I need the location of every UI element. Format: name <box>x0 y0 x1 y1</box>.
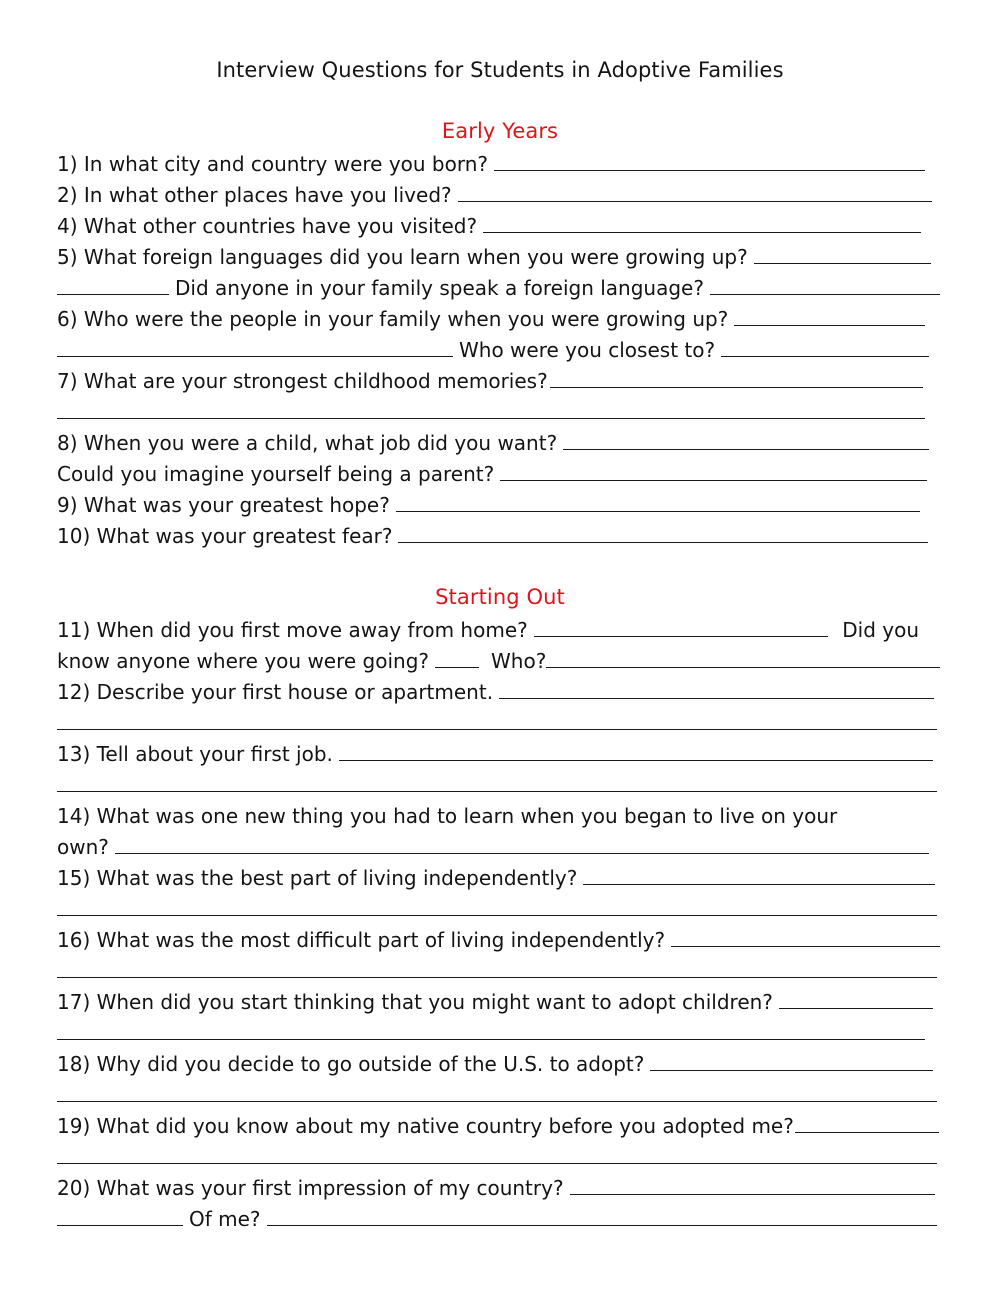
answer-blank[interactable] <box>435 667 479 668</box>
question-1 <box>57 146 925 177</box>
question-4 <box>57 208 921 239</box>
question-10 <box>57 518 928 549</box>
question-text: Who? <box>491 649 547 673</box>
question-14 <box>57 798 937 829</box>
page-title: Interview Questions for Students in Adoptive Families <box>216 58 784 82</box>
answer-blank[interactable] <box>570 1194 935 1195</box>
answer-blank[interactable] <box>458 201 932 202</box>
question-text: 7) What are your strongest childhood memories? <box>57 369 548 393</box>
answer-blank[interactable] <box>779 1008 933 1009</box>
question-17 <box>57 984 933 1015</box>
question-text: own? <box>57 835 109 859</box>
answer-blank[interactable] <box>57 1039 925 1040</box>
question-text: 19) What did you know about my native country before you adopted me? <box>57 1114 794 1138</box>
question-text: 14) What was one new thing you had to learn when you began to live on your <box>57 804 838 828</box>
question-6-continued <box>57 332 929 363</box>
question-7-answer-line <box>57 394 925 425</box>
question-15 <box>57 860 935 891</box>
question-8-continued <box>57 456 927 487</box>
question-text: 1) In what city and country were you born? <box>57 152 489 176</box>
question-13-answer-line <box>57 767 937 798</box>
answer-blank[interactable] <box>115 853 929 854</box>
answer-blank[interactable] <box>57 294 169 295</box>
question-text: Did you <box>842 618 919 642</box>
answer-blank[interactable] <box>57 729 937 730</box>
answer-blank[interactable] <box>57 915 937 916</box>
question-16-answer-line <box>57 953 937 984</box>
question-19-answer-line <box>57 1139 937 1170</box>
question-19 <box>57 1108 939 1139</box>
question-text: 16) What was the most difficult part of living independently? <box>57 928 666 952</box>
question-text: Could you imagine yourself being a parent? <box>57 462 495 486</box>
answer-blank[interactable] <box>57 1163 937 1164</box>
answer-blank[interactable] <box>734 325 925 326</box>
answer-blank[interactable] <box>499 698 934 699</box>
question-7 <box>57 363 923 394</box>
answer-blank[interactable] <box>57 1101 937 1102</box>
question-18-answer-line <box>57 1077 937 1108</box>
section-heading-early-years: Early Years <box>441 119 559 143</box>
question-8 <box>57 425 929 456</box>
question-text: 4) What other countries have you visited? <box>57 214 478 238</box>
answer-blank[interactable] <box>754 263 931 264</box>
answer-blank[interactable] <box>671 946 940 947</box>
question-11 <box>57 612 919 643</box>
question-12 <box>57 674 934 705</box>
question-5 <box>57 239 931 270</box>
answer-blank[interactable] <box>57 791 937 792</box>
question-5-continued <box>57 270 940 301</box>
answer-blank[interactable] <box>57 356 453 357</box>
question-17-answer-line <box>57 1015 925 1046</box>
question-20 <box>57 1170 935 1201</box>
question-text: 17) When did you start thinking that you might want to adopt children? <box>57 990 773 1014</box>
answer-blank[interactable] <box>57 418 925 419</box>
answer-blank[interactable] <box>534 636 828 637</box>
question-2 <box>57 177 932 208</box>
question-text: 20) What was your first impression of my country? <box>57 1176 564 1200</box>
question-13 <box>57 736 933 767</box>
question-text: 8) When you were a child, what job did you want? <box>57 431 558 455</box>
answer-blank[interactable] <box>483 232 921 233</box>
section-heading-starting-out: Starting Out <box>435 585 565 609</box>
question-text: 9) What was your greatest hope? <box>57 493 390 517</box>
question-text: 13) Tell about your first job. <box>57 742 333 766</box>
question-18 <box>57 1046 933 1077</box>
question-text: 11) When did you first move away from home? <box>57 618 528 642</box>
question-text: Who were you closest to? <box>459 338 716 362</box>
question-16 <box>57 922 940 953</box>
answer-blank[interactable] <box>339 760 933 761</box>
question-text: 10) What was your greatest fear? <box>57 524 393 548</box>
answer-blank[interactable] <box>650 1070 933 1071</box>
question-text: 15) What was the best part of living independently? <box>57 866 578 890</box>
answer-blank[interactable] <box>494 170 925 171</box>
answer-blank[interactable] <box>550 387 923 388</box>
answer-blank[interactable] <box>57 977 937 978</box>
answer-blank[interactable] <box>57 1225 183 1226</box>
question-9 <box>57 487 920 518</box>
answer-blank[interactable] <box>721 356 929 357</box>
answer-blank[interactable] <box>583 884 935 885</box>
question-text: 5) What foreign languages did you learn when you were growing up? <box>57 245 748 269</box>
question-15-answer-line <box>57 891 937 922</box>
answer-blank[interactable] <box>500 480 927 481</box>
question-11-continued <box>57 643 940 674</box>
question-text: Did anyone in your family speak a foreign language? <box>175 276 704 300</box>
question-text: Of me? <box>189 1207 261 1231</box>
answer-blank[interactable] <box>710 294 940 295</box>
answer-blank[interactable] <box>795 1132 939 1133</box>
answer-blank[interactable] <box>267 1225 937 1226</box>
question-text: 12) Describe your first house or apartment. <box>57 680 494 704</box>
answer-blank[interactable] <box>563 449 929 450</box>
question-text: 18) Why did you decide to go outside of the U.S. to adopt? <box>57 1052 645 1076</box>
question-text: 6) Who were the people in your family when you were growing up? <box>57 307 729 331</box>
question-20-continued <box>57 1201 937 1232</box>
answer-blank[interactable] <box>546 667 940 668</box>
answer-blank[interactable] <box>398 542 928 543</box>
question-12-answer-line <box>57 705 937 736</box>
question-14-continued <box>57 829 929 860</box>
question-text: know anyone where you were going? <box>57 649 430 673</box>
answer-blank[interactable] <box>396 511 920 512</box>
question-6 <box>57 301 925 332</box>
question-text: 2) In what other places have you lived? <box>57 183 452 207</box>
